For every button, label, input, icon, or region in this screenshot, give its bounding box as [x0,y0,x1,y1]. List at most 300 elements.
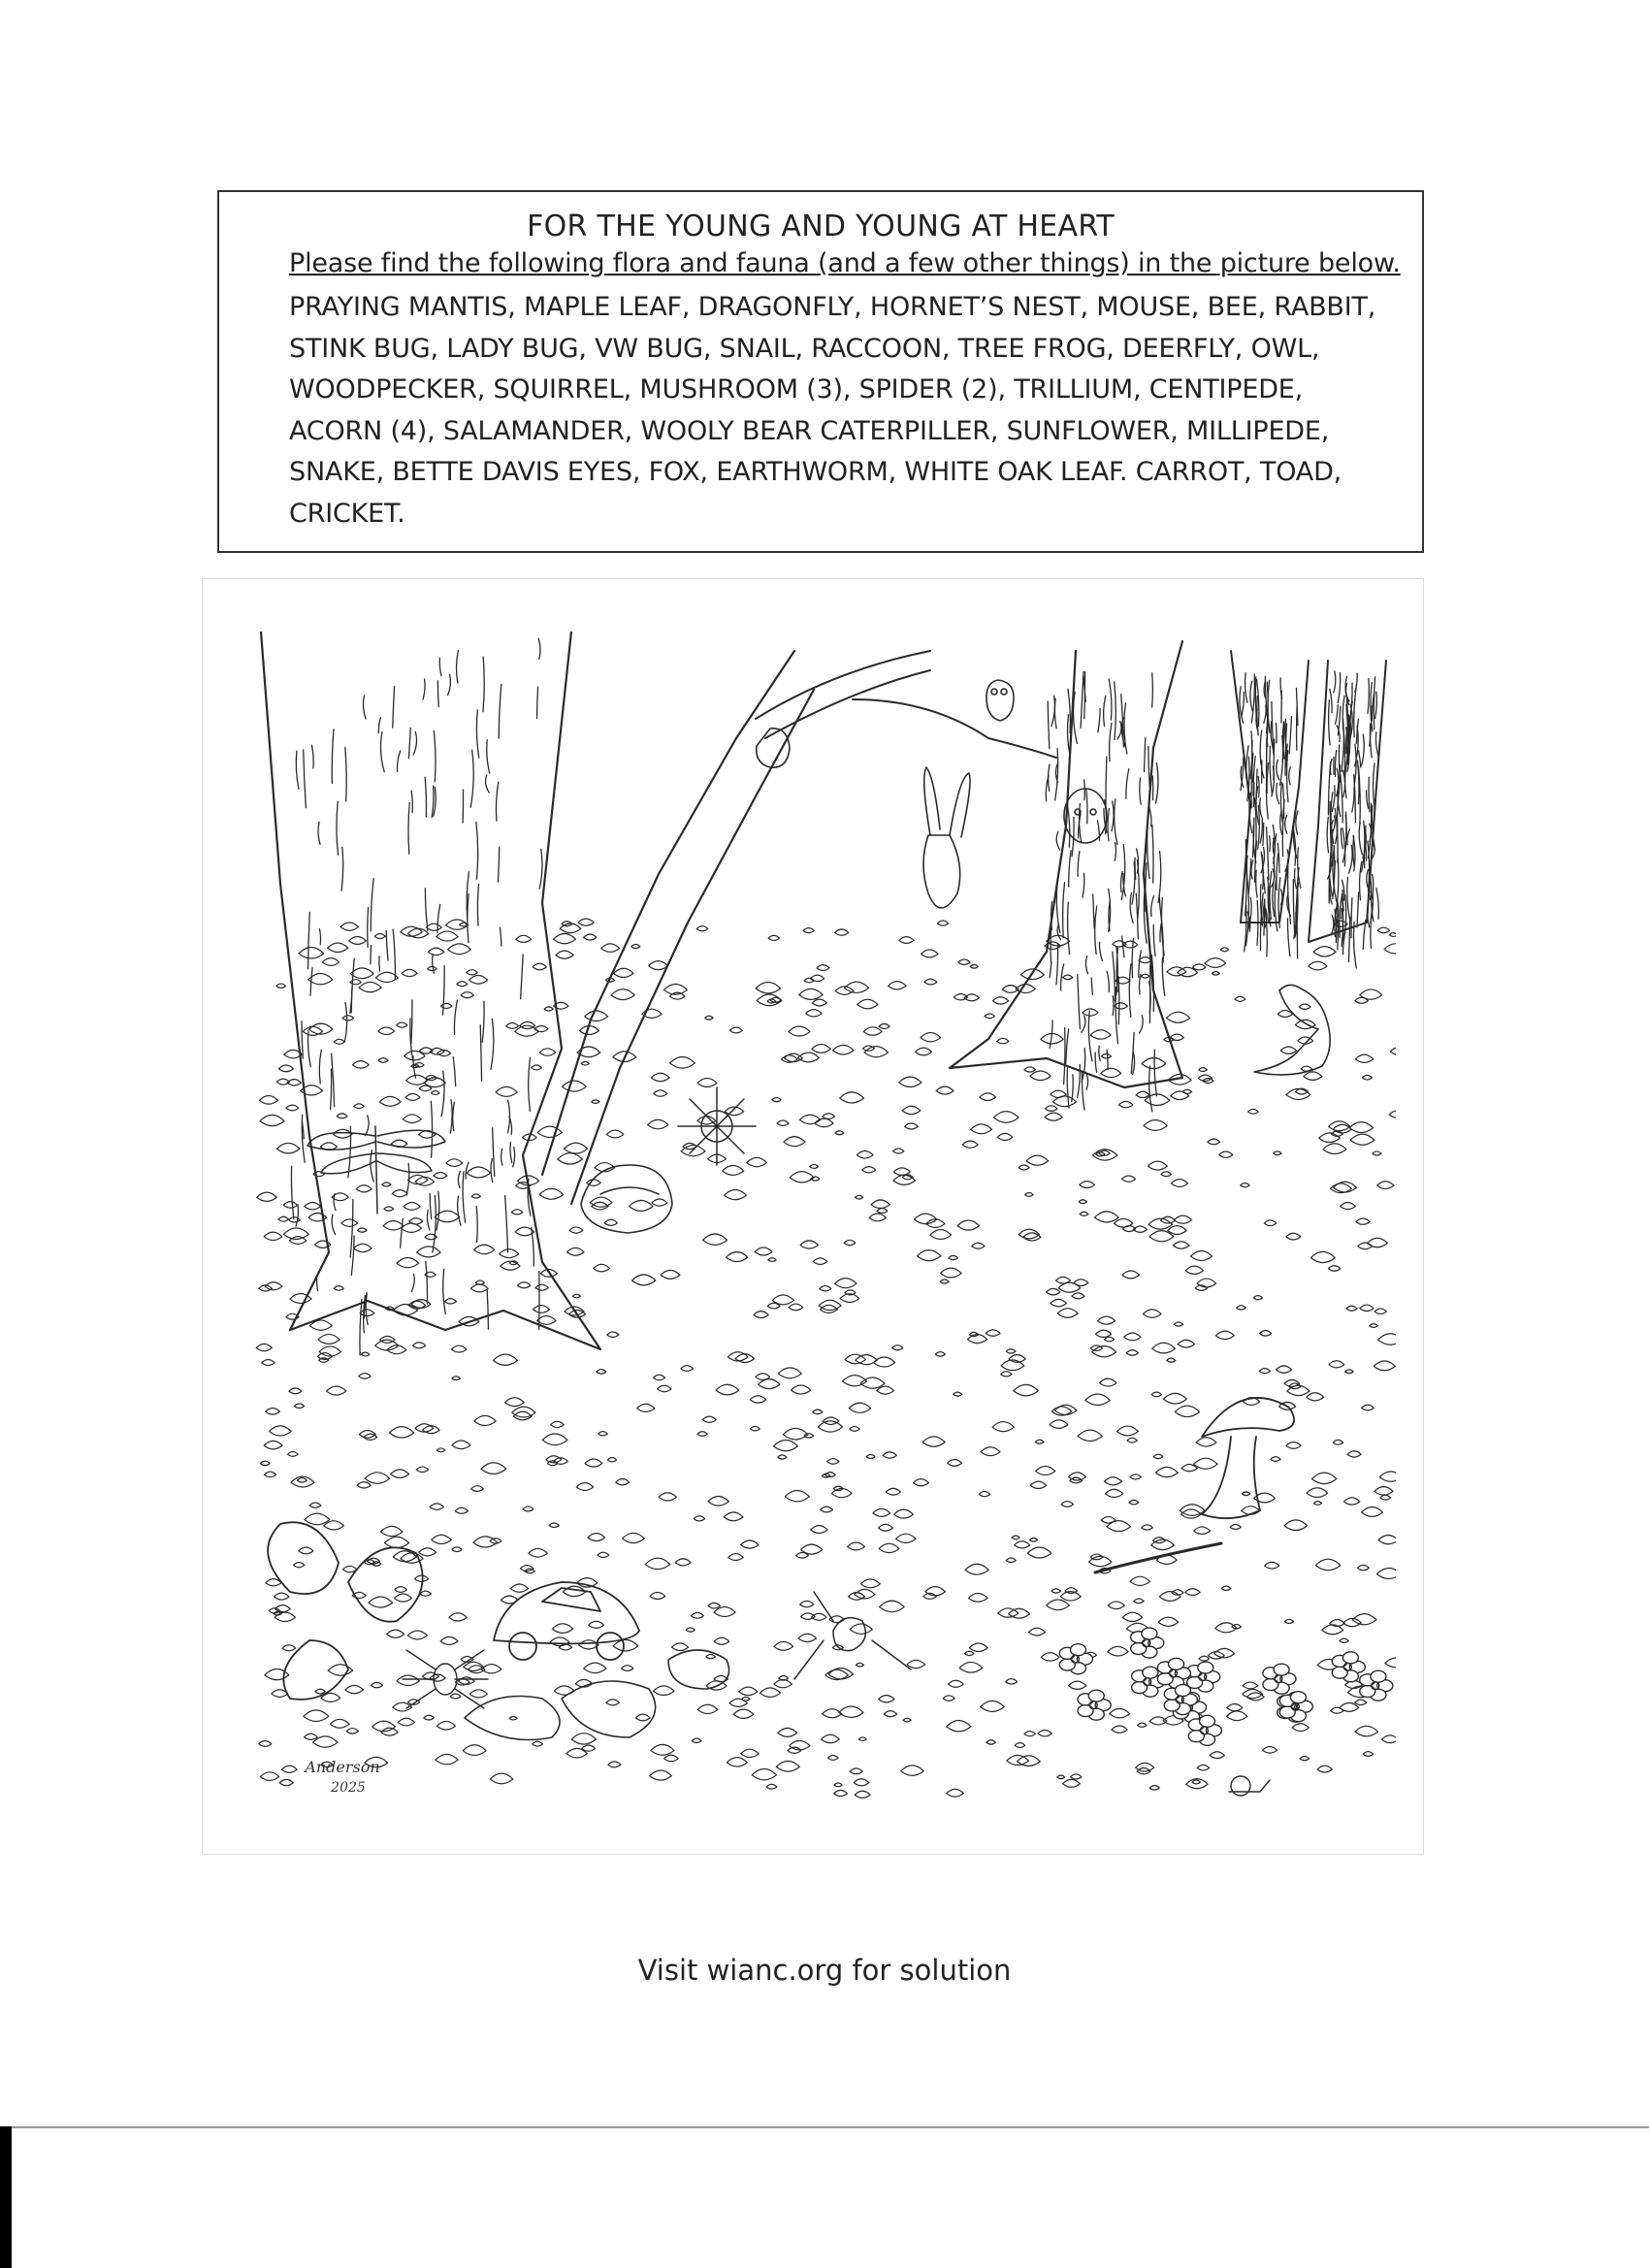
leaf-stroke [965,1564,988,1574]
leaf-stroke [369,1597,393,1607]
leaf-stroke [1080,1182,1094,1188]
bark-stroke [1152,673,1153,707]
bark-stroke [378,718,380,733]
bark-stroke [470,750,473,807]
leaf-stroke [1378,1536,1396,1544]
leaf-stroke [286,1105,299,1111]
leaf-stroke [741,1749,759,1757]
leaf-stroke [823,1709,842,1718]
leaf-stroke [1194,1458,1218,1469]
leaf-stroke [1198,1075,1212,1081]
leaf-stroke [340,923,358,930]
leaf-stroke [880,1601,905,1611]
snail [1229,1776,1270,1796]
leaf-stroke [1001,1372,1012,1377]
bark-stroke [532,1227,534,1266]
leaf-stroke [778,1455,787,1459]
leaf-stroke [940,1280,949,1283]
bark-stroke [1099,1046,1100,1060]
leaf-stroke [916,1048,932,1055]
bark-stroke [413,1056,416,1078]
leaf-stroke [899,937,914,944]
leaf-stroke [692,1612,704,1618]
leaf-stroke [1349,1122,1373,1133]
bark-stroke [1112,801,1114,831]
bark-stroke [439,658,441,675]
leaf-stroke [436,931,458,941]
leaf-stroke [728,1554,743,1561]
bark-stroke [1152,825,1153,883]
bark-stroke [296,751,299,789]
leaf-stroke [264,1441,282,1448]
leaf-stroke [430,1504,443,1509]
leaf-stroke [1104,1477,1121,1485]
leaf-stroke [798,1634,816,1641]
leaf-stroke [969,1643,987,1651]
leaf-stroke [357,1482,371,1488]
leaf-stroke [1374,1361,1395,1371]
leaf-stroke [940,1268,961,1278]
bark-stroke [1255,677,1256,720]
leaf-stroke [1379,1472,1396,1481]
leaf-stroke [289,1388,302,1394]
owl [986,680,1014,721]
bark-stroke [1050,962,1051,978]
leaf-stroke [884,1711,897,1717]
leaf-stroke [356,1185,372,1192]
bark-stroke [491,1158,493,1182]
bark-stroke [436,1191,439,1230]
leaf-stroke [878,1524,892,1531]
leaf-stroke [850,1427,859,1432]
leaf-stroke [276,1143,300,1153]
bark-stroke [1287,751,1288,802]
leaf-stroke [305,1733,318,1739]
bark-stroke [1248,859,1251,894]
leaf-stroke [1156,1467,1179,1476]
bark-stroke [371,945,372,963]
leaf-stroke [716,1384,739,1395]
leaf-stroke [813,1409,823,1414]
leaf-stroke [850,1768,862,1774]
bark-stroke [371,879,373,931]
bark-stroke [1091,978,1092,994]
bark-stroke [1341,775,1342,823]
bark-stroke [1260,798,1263,820]
bark-stroke [1144,738,1145,772]
leaf-stroke [1153,1454,1163,1458]
bark-stroke [1245,673,1247,703]
leaf-stroke [1182,1089,1191,1093]
leaf-stroke [705,1016,714,1020]
leaf-stroke [304,1710,329,1722]
flower [1059,1644,1092,1674]
leaf-stroke [1054,1405,1077,1414]
bark-stroke [1293,880,1295,937]
leaf-stroke [1307,1393,1324,1401]
leaf-stroke [260,1772,278,1781]
bark-stroke [1270,746,1272,794]
leaf-stroke [584,934,597,940]
bark-stroke [1110,723,1112,761]
leaf-stroke [821,1507,833,1512]
leaf-stroke [1220,948,1229,952]
leaf-stroke [358,1228,367,1232]
leaf-stroke [681,1366,694,1372]
leaf-stroke [397,1022,407,1027]
leaf-stroke [379,1096,401,1106]
leaf-stroke [1390,1048,1396,1055]
leaf-stroke [835,929,849,935]
leaf-stroke [385,1537,409,1547]
leaf-stroke [1161,1216,1176,1223]
leaf-stroke [697,1432,707,1437]
bark-stroke [539,849,542,889]
leaf-stroke [903,1718,911,1722]
leaf-stroke [303,1026,322,1035]
leaf-stroke [1105,1337,1115,1341]
leaf-stroke [992,1422,1014,1432]
bark-stroke [1056,944,1058,985]
leaf-stroke [1377,1182,1394,1189]
bark-stroke [1148,746,1149,788]
leaf-stroke [294,1404,304,1409]
leaf-stroke [395,1587,407,1593]
leaf-stroke [282,1645,296,1651]
leaf-stroke [980,1093,996,1101]
bark-stroke [486,775,490,793]
leaf-stroke [992,997,1008,1004]
bark-stroke [332,729,334,784]
leaf-stroke [542,1434,567,1445]
bark-stroke [360,1300,362,1355]
leaf-stroke [1072,1293,1084,1299]
leaf-stroke [1185,1266,1203,1274]
leaf-stroke [601,944,620,952]
leaf-stroke [822,1734,840,1742]
bark-stroke [1106,757,1107,808]
leaf-stroke [727,1758,747,1766]
leaf-stroke [1024,1067,1036,1072]
leaf-stroke [469,975,487,984]
bark-stroke [1349,845,1353,873]
puzzle-instructions: Please find the following flora and fauna (and a few other things) in the picture below. [289,248,1401,278]
leaf-stroke [380,1526,403,1536]
leaf-stroke [481,1463,506,1474]
bark-stroke [493,1128,495,1177]
leaf-stroke [1344,1498,1360,1505]
leaf-stroke [334,1039,344,1044]
leaf-stroke [943,1696,954,1701]
bark-stroke [307,1031,310,1067]
leaf-stroke [515,1025,539,1036]
leaf-stroke [630,1200,654,1211]
leaf-stroke [346,1729,358,1734]
leaf-stroke [283,1228,308,1240]
leaf-stroke [315,1689,325,1694]
bark-stroke [431,1101,432,1157]
leaf-stroke [860,1579,880,1588]
bark-stroke [1332,786,1335,812]
bark-stroke [423,679,425,699]
leaf-stroke [551,1421,565,1427]
bark-stroke [1095,906,1097,954]
bark-stroke [468,893,469,942]
leaf-stroke [1263,1746,1277,1753]
flower [1360,1670,1393,1701]
bark-stroke [1348,918,1349,962]
leaf-stroke [947,1721,971,1732]
leaf-stroke [799,1115,820,1124]
leaf-stroke [581,1061,589,1065]
leaf-stroke [922,950,938,957]
bark-stroke [1359,823,1362,855]
leaf-stroke [1094,1212,1118,1222]
leaf-stroke [972,1243,985,1248]
leaf-stroke [1226,1711,1247,1721]
leaf-stroke [474,1415,496,1425]
leaf-stroke [1197,1279,1216,1287]
leaf-stroke [1171,1180,1187,1187]
leaf-stroke [567,1247,585,1255]
leaf-stroke [879,1023,889,1028]
leaf-stroke [813,1258,827,1265]
bark-stroke [521,955,524,999]
bark-stroke [1098,709,1100,732]
leaf-stroke [1047,1600,1070,1610]
leaf-stroke [1377,927,1390,933]
bark-stroke [510,1143,512,1163]
bark-stroke [1064,1027,1065,1084]
leaf-stroke [1122,1612,1142,1621]
leaf-stroke [1168,1226,1186,1235]
leaf-stroke [1243,1682,1257,1689]
bark-stroke [1367,791,1369,808]
bark-stroke [496,782,498,821]
leaf-stroke [402,969,417,976]
leaf-stroke [899,1077,922,1086]
leaf-stroke [1057,1309,1078,1318]
bark-stroke [466,1162,469,1179]
leaf-stroke [493,1354,517,1365]
leaf-stroke [1340,1638,1348,1642]
leaf-stroke [1360,1305,1374,1311]
leaf-stroke [1102,1054,1112,1058]
leaf-stroke [448,944,471,955]
leaf-stroke [537,1126,562,1137]
leaf-stroke [892,1345,903,1350]
leaf-stroke [467,970,478,975]
leaf-stroke [724,1512,743,1521]
leaf-stroke [404,1203,420,1211]
leaf-stroke [1374,1309,1386,1313]
leaf-stroke [349,936,367,944]
leaf-stroke [496,1086,517,1096]
leaf-stroke [402,1223,422,1232]
leaf-stroke [342,1016,353,1021]
leaf-stroke [703,1234,728,1245]
leaf-stroke [869,1214,886,1221]
leaf-stroke [604,1219,617,1225]
bark-stroke [1352,788,1354,812]
leaf-stroke [708,1603,721,1608]
leaf-stroke [260,1461,270,1465]
leaf-stroke [517,1282,530,1288]
leaf-stroke [1384,944,1396,954]
leaf-stroke [1264,1220,1276,1226]
leaf-stroke [774,1440,798,1450]
leaf-stroke [651,1744,674,1755]
bark-stroke [1068,689,1070,732]
leaf-stroke [789,1026,810,1036]
leaf-stroke [1045,1113,1062,1120]
leaf-stroke [278,1216,289,1221]
leaf-stroke [1112,1726,1127,1733]
puzzle-info-box [217,190,1424,553]
leaf-stroke [1190,1251,1212,1261]
leaf-stroke [772,1098,781,1102]
leaf-stroke [1313,1502,1321,1506]
leaf-stroke [607,1458,616,1462]
leaf-stroke [474,1245,495,1253]
bark-stroke [1260,730,1262,764]
leaf-stroke [1068,1681,1085,1689]
leaf-stroke [463,1745,486,1756]
leaf-stroke [1192,1780,1201,1784]
bark-stroke [1357,892,1359,927]
bark-stroke [1327,817,1328,853]
bark-stroke [310,967,312,995]
bark-stroke [1108,809,1110,841]
leaf-stroke [398,1718,414,1726]
leaf-stroke [863,1027,882,1035]
bark-stroke [302,1021,303,1058]
leaf-stroke [1192,964,1205,970]
leaf-stroke [631,944,640,948]
leaf-stroke [440,1636,458,1644]
leaf-stroke [1136,1091,1149,1097]
bark-stroke [1056,832,1059,850]
item-list-line: PRAYING MANTIS, MAPLE LEAF, DRAGONFLY, HORNET’S NEST, MOUSE, BEE, RABBIT, [289,292,1376,322]
leaf-stroke [371,1682,382,1687]
leaf-stroke [505,1398,525,1407]
leaf-stroke [702,1416,716,1422]
bark-stroke [476,1206,477,1242]
leaf-stroke [405,1093,420,1100]
leaf-stroke [549,1523,559,1528]
leaf-stroke [857,999,878,1009]
leaf-stroke [948,1460,962,1467]
leaf-stroke [835,1131,844,1135]
leaf-stroke [539,1188,564,1199]
leaf-stroke [1006,1349,1016,1353]
leaf-stroke [1130,1576,1150,1585]
bark-stroke [1353,922,1356,968]
flower [1131,1628,1164,1658]
leaf-stroke [1035,1440,1044,1443]
leaf-stroke [1286,1233,1301,1240]
leaf-stroke [275,1612,295,1622]
leaf-stroke [1134,1599,1144,1604]
leaf-stroke [873,1508,890,1516]
leaf-stroke [471,1486,484,1492]
bark-stroke [397,751,400,771]
leaf-stroke [535,1284,548,1290]
leaf-stroke [1015,1743,1025,1748]
leaf-stroke [1016,985,1035,993]
bark-texture [291,638,1378,1355]
leaf-stroke [1205,958,1226,968]
leaf-stroke [635,1714,650,1721]
leaf-stroke [686,1628,695,1632]
bark-stroke [463,1172,466,1222]
leaf-stroke [1046,1106,1058,1112]
item-list-line: STINK BUG, LADY BUG, VW BUG, SNAIL, RACCOON, TREE FROG, DEERFLY, OWL, [289,333,1320,364]
bark-stroke [1049,764,1050,791]
leaf-stroke [1138,1723,1148,1727]
leaf-stroke [930,1230,952,1240]
leaf-stroke [1006,1679,1018,1684]
leaf-stroke [1065,1588,1078,1594]
leaf-stroke [823,1114,835,1119]
bark-stroke [513,1148,515,1167]
bark-stroke [1362,734,1365,765]
leaf-stroke [584,1663,606,1672]
face-in-tree [1064,789,1107,843]
leaf-stroke [1175,1406,1199,1416]
leaf-stroke [500,1249,519,1258]
leaf-stroke [962,1141,978,1148]
bark-stroke [411,791,412,812]
leaf-stroke [1173,1242,1189,1248]
bark-stroke [1139,951,1141,978]
leaf-stroke [873,1357,894,1367]
leaf-stroke [1382,1735,1396,1743]
leaf-stroke [1142,1525,1153,1530]
bark-stroke [1117,721,1121,739]
leaf-stroke [954,1392,962,1396]
bark-stroke [425,777,426,817]
leaf-stroke [1208,1139,1220,1145]
leaf-stroke [1051,1299,1067,1306]
leaf-stroke [970,965,978,969]
leaf-stroke [924,979,937,985]
leaf-stroke [359,982,381,991]
bark-stroke [1072,1075,1074,1102]
leaf-stroke [440,1003,452,1008]
leaf-stroke [649,961,668,970]
leaf-stroke [968,1593,987,1602]
bark-stroke [1297,903,1298,957]
bark-stroke [408,802,409,854]
bark-stroke [331,1069,332,1110]
leaf-stroke [759,1379,780,1389]
leaf-stroke [981,1447,1000,1456]
leaf-stroke [459,1677,475,1685]
bark-stroke [500,927,501,946]
leaf-stroke [597,1370,606,1375]
bark-stroke [1081,671,1083,728]
leaf-stroke [1124,1333,1141,1341]
leaf-stroke [949,1255,958,1259]
bark-stroke [1296,811,1298,834]
bark-stroke [341,847,343,891]
leaf-stroke [652,1199,667,1206]
leaf-stroke [1143,1310,1161,1317]
bark-stroke [1360,861,1362,900]
leaf-stroke [257,1192,277,1201]
bark-stroke [480,1025,481,1082]
